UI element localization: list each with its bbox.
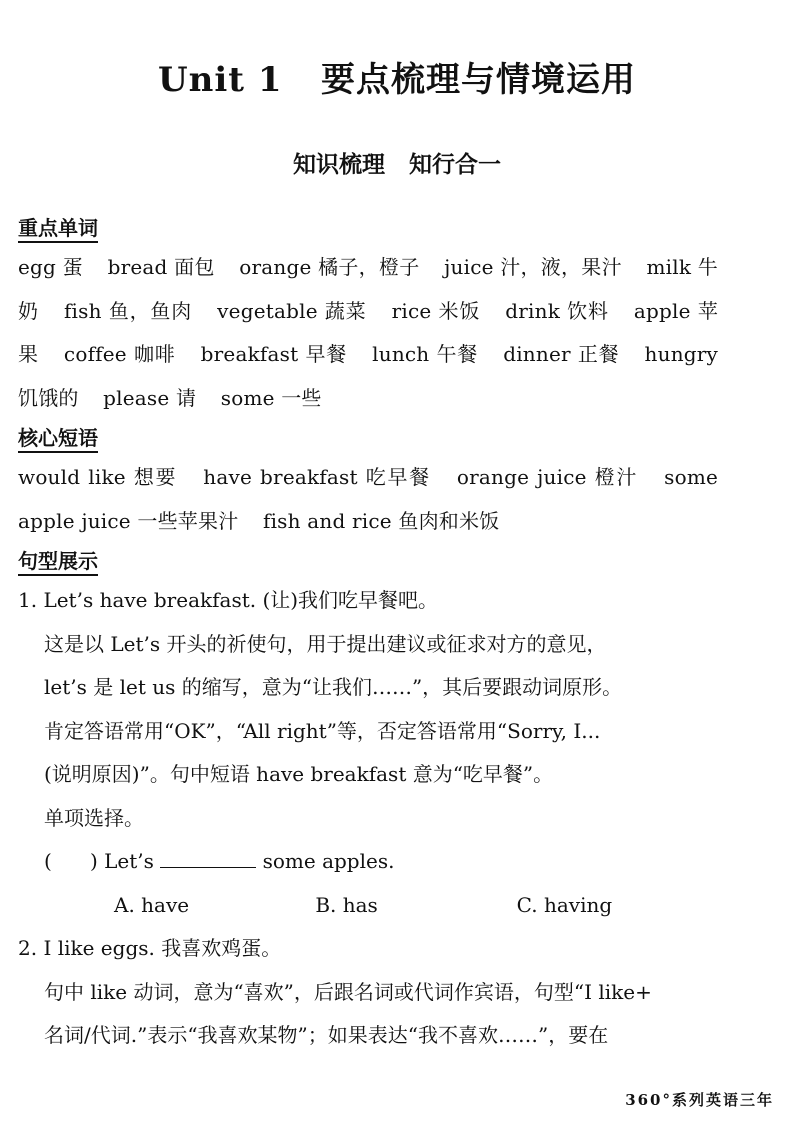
exercise-question <box>18 840 718 884</box>
sentence-1-explanation-line: 肯定答语常用“OK”，“All right”等，否定答语常用“Sorry, I... <box>44 718 601 743</box>
vocab-item: milk 牛奶 <box>18 255 718 323</box>
sentence-2-explanation-line: 名词/代词.”表示“我喜欢某物”；如果表达“我不喜欢……”，要在 <box>44 1023 609 1047</box>
vocab-item: bread 面包 <box>107 255 215 279</box>
sentence-1-explanation-line: let’s 是 let us 的缩写，意为“让我们……”，其后要跟动词原形。 <box>44 675 623 699</box>
vocab-item: vegetable 蔬菜 <box>217 298 367 323</box>
vocab-item: rice 米饭 <box>391 298 481 323</box>
vocab-item: coffee 咖啡 <box>63 342 176 366</box>
exercise-label: 单项选择。 <box>44 805 144 830</box>
vocab-heading: 重点单词 <box>18 216 98 243</box>
phrase-list <box>18 456 718 543</box>
phrases-heading: 核心短语 <box>18 426 98 453</box>
sentences-heading-wrap <box>18 543 718 579</box>
vocab-item: dinner 正餐 <box>503 342 620 366</box>
phrase-item: fish and rice 鱼肉和米饭 <box>262 508 500 533</box>
main-content <box>18 210 718 1058</box>
answer-options <box>18 884 718 928</box>
phrase-item: orange juice 橙汁 <box>456 465 639 489</box>
vocab-item: please 请 <box>103 385 197 410</box>
question-text-after: some apples. <box>256 849 395 873</box>
vocab-list <box>18 246 718 420</box>
vocab-item: some 一些 <box>220 385 322 410</box>
phrase-item: have breakfast 吃早餐 <box>203 465 431 489</box>
phrases-heading-wrap <box>18 420 718 456</box>
question-text-before: ( ) Let’s <box>44 849 161 873</box>
answer-blank[interactable] <box>160 849 256 868</box>
sentence-2-title: 2. I like eggs. 我喜欢鸡蛋。 <box>18 936 282 960</box>
sentence-1-explanation-line: 这是以 Let’s 开头的祈使句，用于提出建议或征求对方的意见， <box>44 631 607 656</box>
vocab-item: egg 蛋 <box>18 255 83 279</box>
vocab-item: apple 苹果 <box>18 298 719 366</box>
vocab-heading-wrap <box>18 210 718 246</box>
page-footer: 360°系列英语三年 <box>625 1091 774 1109</box>
vocab-item: breakfast 早餐 <box>200 342 347 366</box>
vocab-item: drink 饮料 <box>505 298 609 323</box>
phrase-item: would like 想要 <box>18 465 178 489</box>
vocab-item: lunch 午餐 <box>372 342 479 366</box>
vocab-item: juice 汁，液，果汁 <box>444 255 622 279</box>
vocab-item: orange 橘子，橙子 <box>239 255 420 279</box>
page-title: Unit 1 要点梳理与情境运用 <box>158 60 636 100</box>
sentence-1-title: 1. Let’s have breakfast. (让)我们吃早餐吧。 <box>18 588 439 612</box>
vocab-item: hungry 饥饿的 <box>18 342 719 410</box>
section-title: 知识梳理 知行合一 <box>292 151 502 178</box>
option-b[interactable]: B. has <box>315 892 378 917</box>
sentence-1-explanation-line: (说明原因)”。句中短语 have breakfast 意为“吃早餐”。 <box>44 762 554 786</box>
vocab-item: fish 鱼，鱼肉 <box>63 298 192 323</box>
option-a[interactable]: A. have <box>114 892 190 917</box>
sentence-2-explanation-line: 句中 like 动词，意为“喜欢”，后跟名词或代词作宾语，句型“I like+ <box>44 979 652 1004</box>
option-c[interactable]: C. having <box>516 892 613 917</box>
phrase-item: some apple juice 一些苹果汁 <box>18 465 719 533</box>
sentences-heading: 句型展示 <box>18 549 98 576</box>
